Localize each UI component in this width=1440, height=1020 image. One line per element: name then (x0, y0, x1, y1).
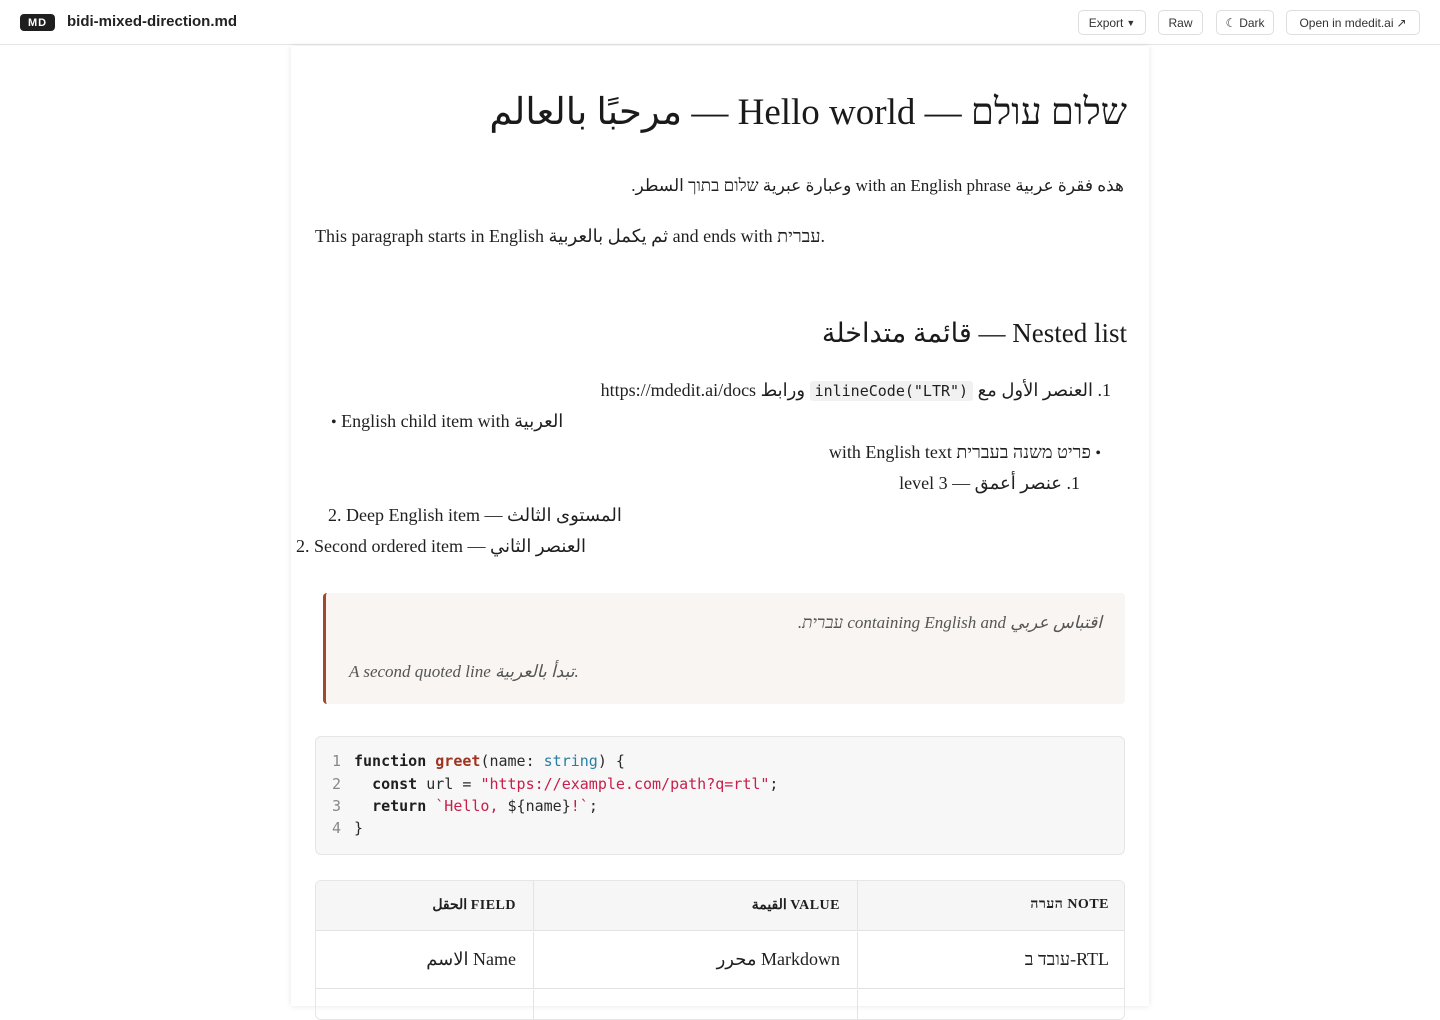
table-row (316, 932, 1125, 989)
list-item-text: פריט משנה בעברית with English text (828, 442, 1091, 462)
table-row (316, 990, 1125, 1020)
table-cell (534, 990, 858, 1020)
table-cell-text: الاسم Name (426, 949, 516, 969)
table-header-cell (534, 881, 858, 930)
list-item-text: English child item with العربية (341, 411, 564, 431)
external-link-icon: ↗ (1396, 15, 1407, 30)
section-heading: قائمة متداخلة — Nested list (821, 318, 1127, 348)
table-header-row (316, 881, 1125, 931)
code-text: } (354, 819, 364, 837)
list-item (601, 380, 1111, 401)
blockquote (323, 593, 1125, 704)
table-cell-text: محرر Markdown (716, 949, 840, 969)
table-cell (316, 932, 534, 988)
open-label: Open in mdedit.ai (1299, 15, 1394, 30)
list-item (331, 411, 563, 432)
list-item-text: Second ordered item — العنصر الثاني (314, 536, 587, 556)
toolbar (0, 0, 1440, 45)
code-text: ${name} (507, 797, 571, 815)
paragraph-rtl: هذه فقرة عربية with an English phrase وعبارة عبرية שלום בתוך السطر. (631, 176, 1124, 195)
list-item (296, 536, 586, 557)
list-item-text: العنصر الأول مع (977, 380, 1093, 400)
caret-down-icon: ▼ (1126, 17, 1136, 28)
quote-line: اقتباس عربي containing English and עברית. (797, 613, 1102, 632)
list-item-text: Deep English item — المستوى الثالث (346, 505, 622, 525)
line-number: 1 (332, 752, 342, 770)
inline-code: inlineCode("LTR") (810, 381, 974, 401)
code-text: ) { (597, 752, 625, 770)
table-header-label: القيمة VALUE (751, 898, 840, 913)
code-text: ; (588, 797, 598, 815)
code-line (332, 752, 625, 770)
code-line (332, 819, 363, 837)
open-in-mdedit-button[interactable] (1286, 10, 1420, 35)
table-header-label: الحقل FIELD (432, 898, 516, 913)
code-type: string (543, 752, 598, 770)
table-header-cell (858, 881, 1125, 930)
code-function-name: greet (435, 752, 481, 770)
code-line (332, 775, 778, 793)
code-string: `Hello, (435, 797, 508, 815)
table-header-cell (316, 881, 534, 930)
code-keyword: const (372, 775, 418, 793)
dark-label: Dark (1239, 15, 1265, 30)
raw-button[interactable] (1158, 10, 1203, 35)
list-item (899, 473, 1080, 494)
moon-icon: ☾ (1225, 15, 1237, 30)
dark-mode-button[interactable] (1216, 10, 1274, 35)
table-cell (316, 990, 534, 1020)
table-cell-text: עובד ב-RTL (1024, 949, 1109, 969)
table-cell (858, 990, 1125, 1020)
table-cell (534, 932, 858, 988)
export-button[interactable] (1078, 10, 1146, 35)
md-badge: MD (20, 14, 55, 31)
code-text: url = (417, 775, 481, 793)
list-item-text: عنصر أعمق — level 3 (899, 473, 1062, 493)
table-header-label: הערה NOTE (1030, 897, 1109, 912)
list-item (328, 505, 622, 526)
list-item (829, 442, 1101, 463)
line-number: 4 (332, 819, 342, 837)
code-keyword: function (354, 752, 427, 770)
code-string: "https://example.com/path?q=rtl" (480, 775, 770, 793)
line-number: 2 (332, 775, 342, 793)
list-number: 2. (328, 505, 342, 525)
code-block (315, 736, 1125, 855)
code-text: (name: (480, 752, 544, 770)
bullet-icon: • (1095, 445, 1101, 462)
code-keyword: return (372, 797, 427, 815)
list-item-link[interactable]: ورابط https://mdedit.ai/docs (600, 380, 806, 400)
bullet-icon: • (331, 414, 337, 431)
file-name: bidi-mixed-direction.md (67, 13, 238, 30)
code-string: !` (570, 797, 589, 815)
table-cell (858, 932, 1125, 988)
page-title: مرحبًا بالعالم — Hello world — שלום עולם (489, 92, 1127, 133)
line-number: 3 (332, 797, 342, 815)
paragraph-ltr: This paragraph starts in English ثم يكمل بالعربية and ends with עברית. (315, 226, 826, 246)
export-label: Export (1088, 15, 1124, 30)
data-table (315, 880, 1125, 1020)
list-number: 1. (1097, 380, 1111, 400)
document-page (291, 46, 1149, 1006)
list-number: 2. (296, 536, 310, 556)
code-text: ; (769, 775, 779, 793)
code-line (332, 797, 598, 815)
raw-label: Raw (1168, 15, 1193, 30)
list-number: 1. (1066, 473, 1080, 493)
quote-line: A second quoted line تبدأ بالعربية. (349, 662, 579, 681)
